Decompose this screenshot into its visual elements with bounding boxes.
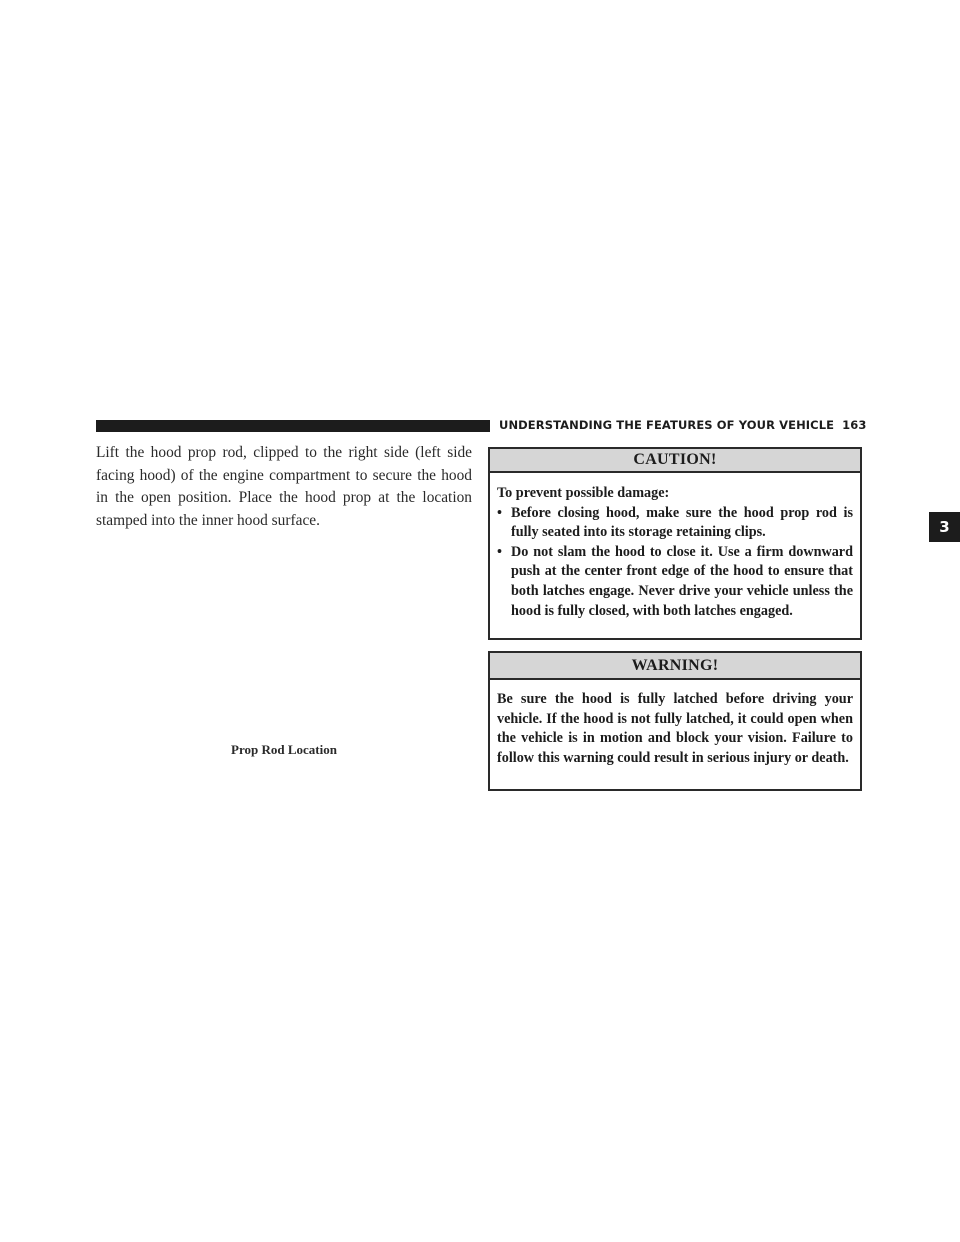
bullet-icon: •: [497, 504, 502, 521]
caution-title: CAUTION!: [490, 449, 860, 473]
body-paragraph: Lift the hood prop rod, clipped to the right side (left side facing hood) of the engine compartment to secure the hood in the open position. Place the hood prop at the location stamped into the inner hood surface.: [96, 444, 472, 529]
chapter-tab: 3: [929, 512, 960, 542]
caution-item-text: Before closing hood, make sure the hood prop rod is fully seated into its storage retaining clips.: [511, 504, 853, 541]
caution-box: [488, 447, 862, 640]
caution-body: [490, 473, 860, 621]
caution-item-text: Do not slam the hood to close it. Use a firm downward push at the center front edge of the hood to ensure that both latches engage. Never drive your vehicle unless the hood is fully closed, with both latches engaged.: [511, 543, 853, 619]
section-title: UNDERSTANDING THE FEATURES OF YOUR VEHICLE: [499, 418, 835, 432]
warning-box: [488, 651, 862, 791]
caution-item: [497, 504, 853, 543]
warning-body: [490, 680, 860, 768]
caution-list: [497, 504, 853, 622]
figure-caption: Prop Rod Location: [231, 742, 337, 757]
running-header: [499, 418, 866, 432]
page-number: 163: [842, 418, 867, 432]
warning-text: Be sure the hood is fully latched before driving your vehicle. If the hood is not fully latched, it could open when the vehicle is in motion and block your vision. Failure to follow this warning could result in serious injury or death.: [497, 691, 853, 766]
header-rule-bar: [96, 420, 490, 432]
warning-title: WARNING!: [490, 653, 860, 680]
caution-intro: To prevent possible damage:: [497, 485, 670, 501]
bullet-icon: •: [497, 543, 502, 560]
caution-item: [497, 543, 853, 621]
